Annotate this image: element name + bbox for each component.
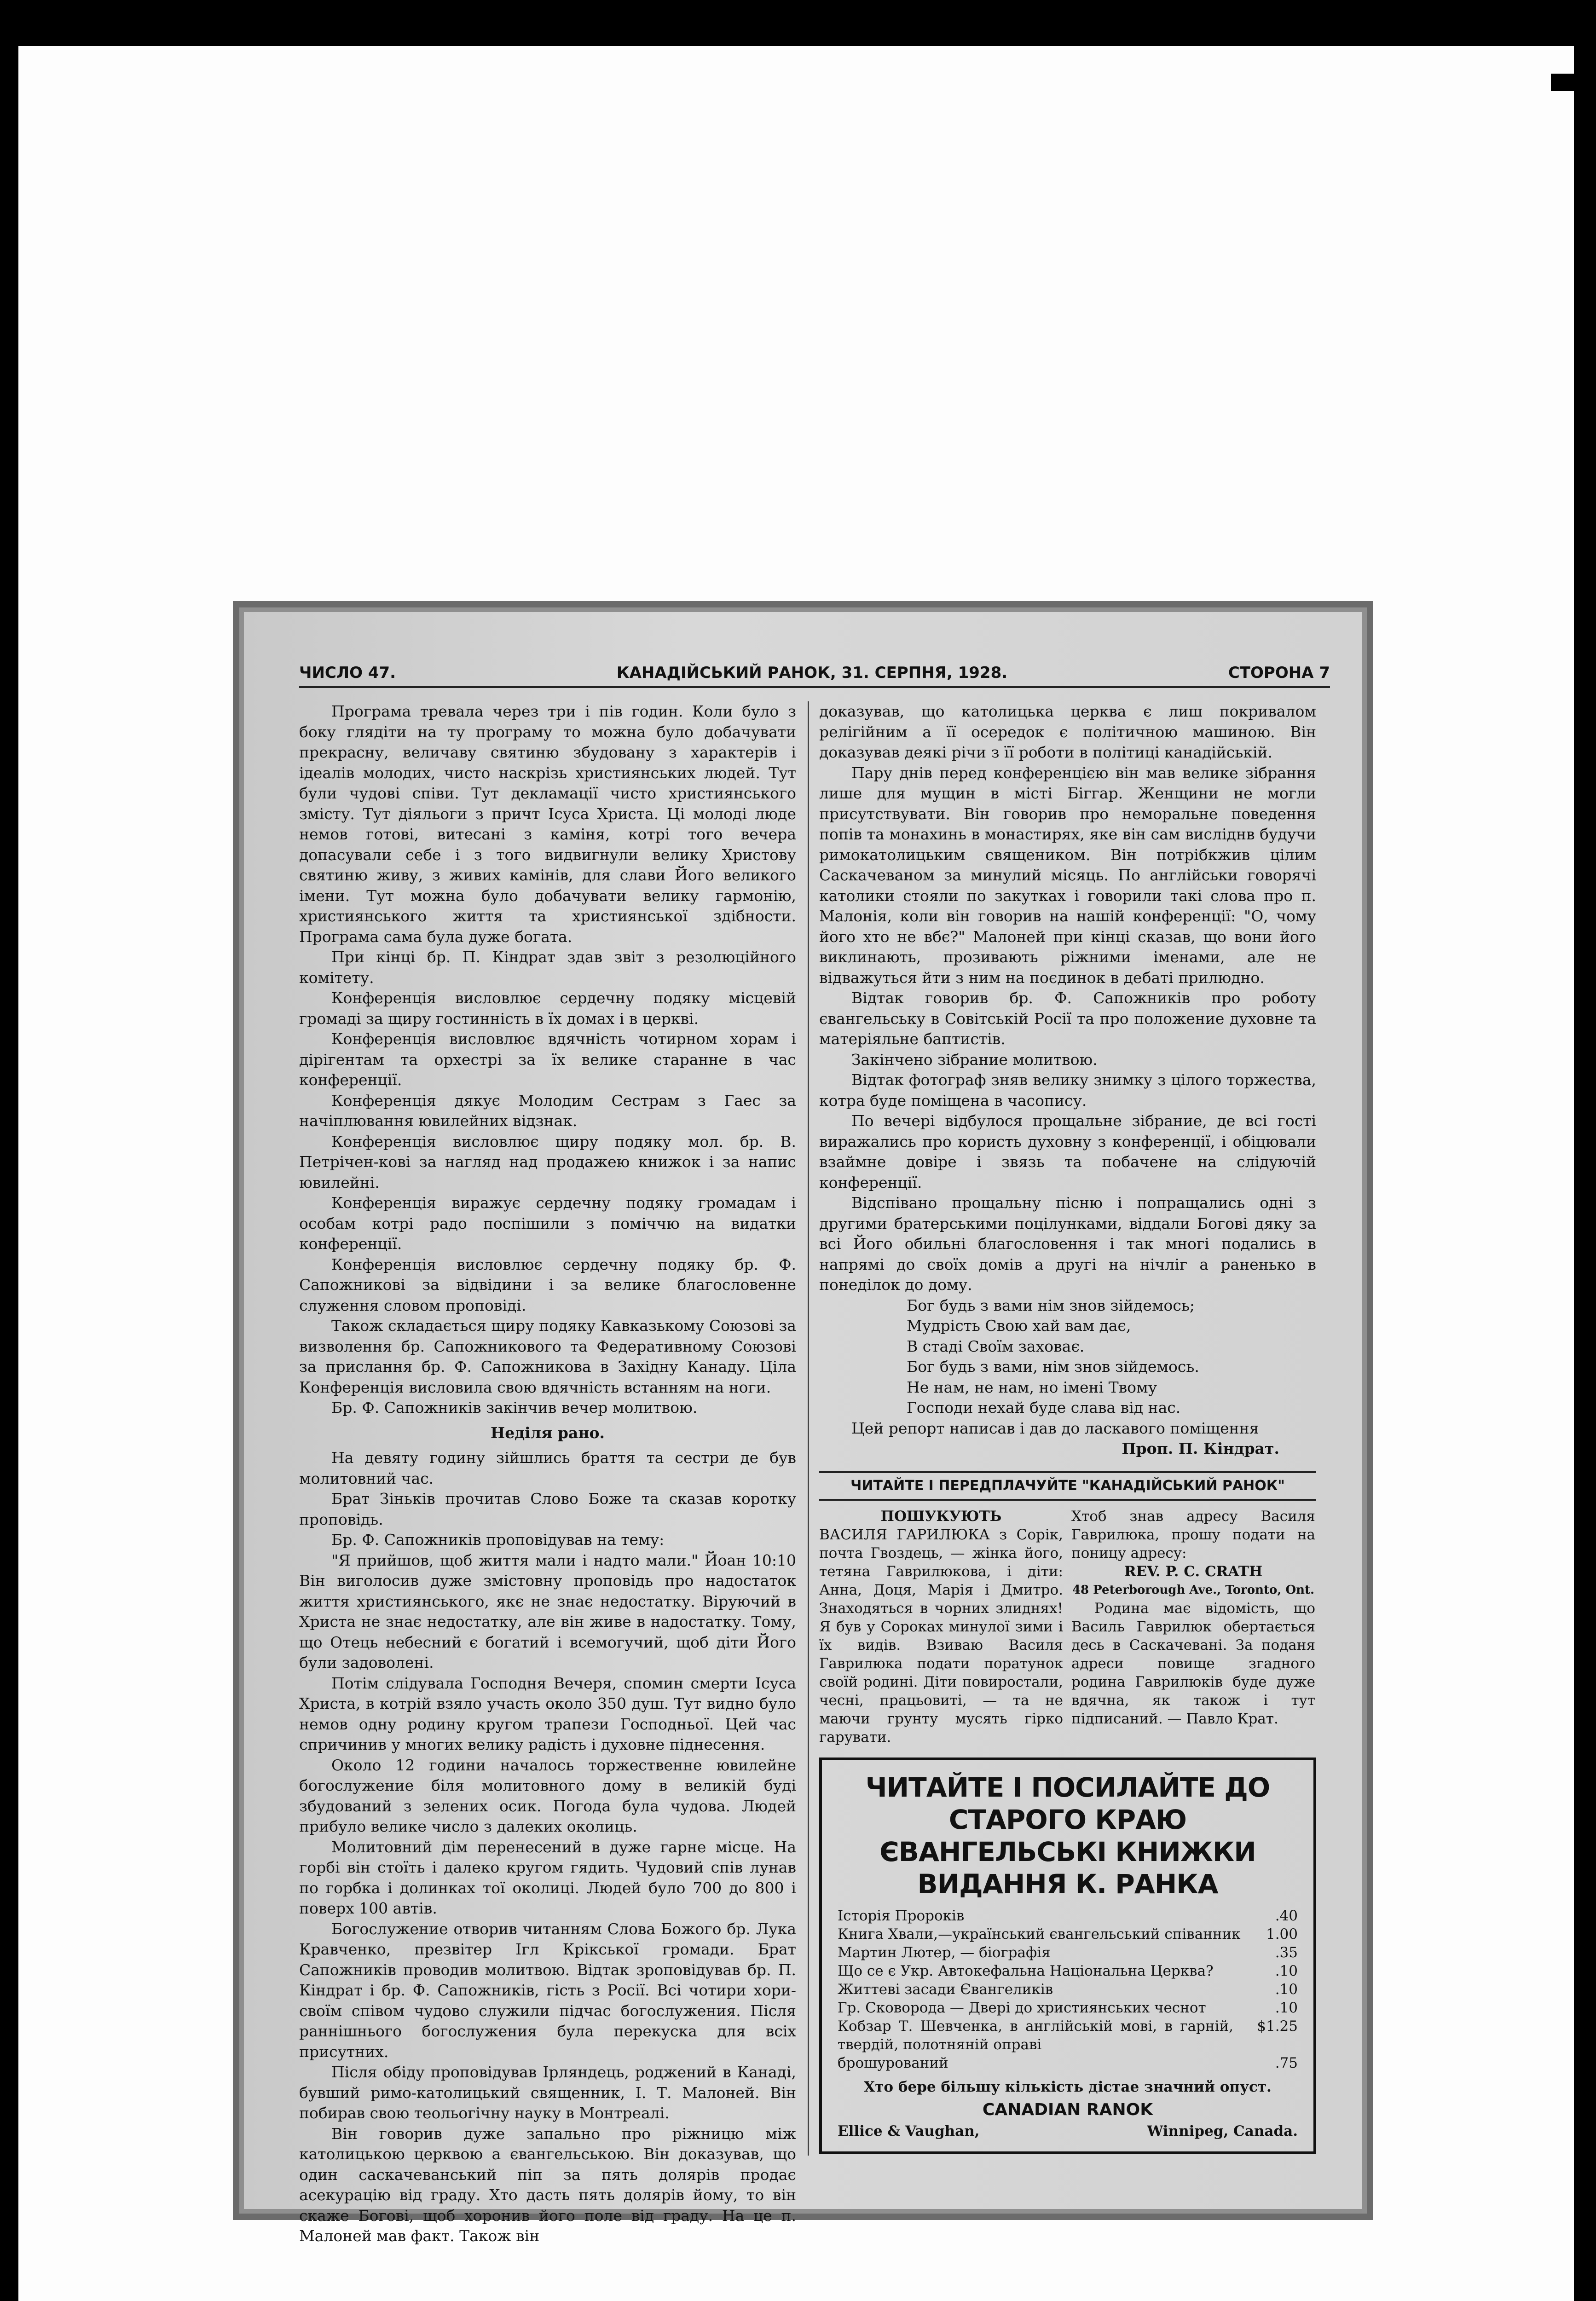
book-price: 1.00: [1266, 1926, 1298, 1943]
book-price: .40: [1275, 1908, 1298, 1924]
right-column: [819, 701, 1316, 2154]
paragraph: Відтак говорив бр. Ф. Сапожників про роботу євангельську в Совітській Росії та про положение духовне та матеріяльне баптистів.: [819, 989, 1316, 1048]
ad-title: ПОШУКУЮТЬ: [880, 1508, 1002, 1525]
classified-ads: [819, 1507, 1316, 1746]
paragraph: Також складається щиру подяку Кавказькому Союзові за визволення бр. Сапожникового та Федеративному Союзові за прислання бр. Ф. Сапожникова в Західну Канаду. Ціла Конференція висловила свою вдячність встанням на ноги.: [299, 1317, 796, 1396]
paragraph: Конференція висловлює сердечну подяку місцевій громаді за щиру гостинність в їх домах і в церкві.: [299, 989, 796, 1028]
price-row: [838, 1943, 1298, 1962]
ad-text: Хтоб знав адресу Василя Гаврилюка, прошу подати на поницу адресу:: [1071, 1508, 1315, 1561]
price-row: [838, 2054, 1298, 2072]
newspaper-page: [244, 612, 1362, 2245]
book-price: .35: [1275, 1944, 1298, 1961]
paragraph: Він говорив дуже запально про ріжницю між католицькою церквою а євангельською. Він доказував, що один саскачеванський піп за пять долярів продає асекурацію від граду. Хто дасть пять долярів йому, то він скаже Богові, щоб хоронив його поле від граду. На це п. Малоней мав факт. Також він: [299, 2124, 796, 2245]
verse-line: В стаді Своїм заховає.: [907, 1337, 1085, 1355]
discount-note: Хто бере більшу кількість дістае значний опуст.: [864, 2079, 1272, 2095]
book-title: Кобзар Т. Шевченка, в англійській мові, в гарній, твердій, полотняній оправі: [838, 2018, 1233, 2053]
verse-line: Бог будь з вами нім знов зійдемось;: [907, 1296, 1195, 1314]
issue-number: ЧИСЛО 47.: [299, 664, 396, 682]
price-row: [838, 1999, 1298, 2017]
city-address: Winnipeg, Canada.: [1147, 2123, 1298, 2139]
paragraph: Конференція висловлює щиру подяку мол. бр. В. Петрічен-кові за нагляд над продажею книжок і за напис ювилейні.: [299, 1132, 796, 1191]
book-title: Мартин Лютер, — біографія: [838, 1944, 1051, 1961]
paragraph: Молитовний дім перенесений в дуже гарне місце. На горбі він стоїть і далеко кругом гядить. Чудовий спів лунав по горбка і долинках тої околиці. Людей було 700 до 800 і поверх 100 автів.: [299, 1838, 796, 1917]
paragraph: Конференція дякує Молодим Сестрам з Гаес за начіплювання ювилейних відзнак.: [299, 1091, 796, 1130]
section-heading: Неділя рано.: [491, 1423, 605, 1442]
book-price: .10: [1275, 1963, 1298, 1979]
subscribe-banner: ЧИТАЙТЕ І ПЕРЕДПЛАЧУЙТЕ "КАНАДІЙСЬКИЙ РАНОК": [819, 1471, 1316, 1501]
paragraph: Відспівано прощальну пісню і попращались одні з другими братерськими поцілунками, віддали Богові дяку за всі Його обильні благословення і так многі подались в напрямі до своїх домів а другі на нічліг а раненько в понеділок до дому.: [819, 1194, 1316, 1294]
price-row: [838, 1980, 1298, 1999]
masthead: КАНАДІЙСЬКИЙ РАНОК, 31. СЕРПНЯ, 1928.: [616, 664, 1008, 682]
book-title: Життеві засади Євангеликів: [838, 1981, 1053, 1998]
contact-ad: [1071, 1507, 1315, 1746]
ad-text: ВАСИЛЯ ГАРИЛЮКА з Сорік, почта Гвоздець, — жінка його, тетяна Гаврилюкова, і діти: Анна, Доця, Марія і Дмитро. Знаходяться в чорних злиднях! Я був у Сороках минулої зими і їх видів. Взиваю Василя Гаврилюка подати поратунок своїй родині. Діти повиростали, чесні, працьовиті, — та не маючи грунту мусять гірко гарувати.: [819, 1526, 1063, 1746]
hymn-verse: [819, 1295, 1316, 1418]
paragraph: Брат Зіньків прочитав Слово Боже та сказав коротку проповідь.: [299, 1490, 796, 1528]
verse-line: Мудрість Свою хай вам дає,: [907, 1317, 1131, 1335]
paragraph: При кінці бр. П. Кіндрат здав звіт з резолюційного комітету.: [299, 948, 796, 987]
publisher-name: CANADIAN RANOK: [982, 2100, 1153, 2119]
paragraph: "Я прийшов, щоб життя мали і надто мали." Йоан 10:10 Він виголосив дуже змістовну проповідь про надостаток життя християнського, якє не знає недостатку. Віруючий в Христа не знає недостатку, але він живе в надостатку. Тому, що Отець небесний є богатий і всемогучий, щоб діти Його були задоволені.: [299, 1551, 796, 1671]
paragraph: Около 12 години началось торжественне ювилейне богослужение біля молитовного дому в великій буді збудований з зелених осик. Погода була чудова. Людей прибуло велике число з далеких околиць.: [299, 1756, 796, 1835]
column-divider: [808, 701, 809, 2156]
price-row: [838, 1962, 1298, 1980]
left-column: [299, 701, 796, 2247]
paragraph: Відтак фотограф зняв велику знимку з цілого торжества, котра буде поміщена в часопису.: [819, 1071, 1316, 1110]
price-list: [838, 1907, 1298, 2072]
book-price: .75: [1275, 2055, 1298, 2071]
book-title: Історія Пророків: [838, 1908, 965, 1924]
price-row: [838, 1907, 1298, 1925]
paragraph: Програма тревала через три і пів годин. Коли було з боку глядіти на ту програму то можна було добачувати прекрасну, величаву святиню збудовану з характерів і ідеалів молодих, чисто наскрізь християнських людей. Тут були чудові співи. Тут декламації чисто християнського змісту. Тут діяльоги з причт Ісуса Христа. Ці молоді люде немов готові, витесані з каміня, котрі того вечера допасували себе і з того видвигнули велику Христову святиню живу, з живих камінів, для слави Його великого імени. Тут можна було добачувати велику гармонію, християнського життя та християнської здібности. Програма сама була дуже богата.: [299, 702, 796, 946]
book-title: Книга Хвали,—український євангельський співанник: [838, 1926, 1241, 1943]
page-header: [299, 663, 1330, 688]
book-price: $1.25: [1257, 2018, 1298, 2035]
book-title: Що се є Укр. Автокефальна Національна Церква?: [838, 1963, 1214, 1979]
publisher-address: [838, 2122, 1298, 2140]
ad-headline: ЧИТАЙТЕ І ПОСИЛАЙТЕ ДО СТАРОГО КРАЮ: [865, 1772, 1270, 1835]
wanted-ad: [819, 1507, 1063, 1746]
paragraph: Пару днів перед конференцією він мав велике зібрання лише для мущин в місті Біггар. Женщини не могли присутствувати. Він говорив про неморальне поведення попів та монахинь в монастирях, яке він сам висліднв будучи римокатолицьким священиком. Він потрібкжив цілим Саскачеваном за минулий місяць. По англійськи говорячі католики стояли по закутках і говорили такі слова про п. Малонія, коли він говорив на нашій конференції: "О, чому його хто не вбє?" Малоней при кінці сказав, що вони його виклинають, прозивають ріжними іменами, але не відважуться йти з ним на поєдинок в дебаті прилюдно.: [819, 763, 1316, 987]
paragraph: Конференція висловлює вдячність чотирном хорам і дірігентам та орхестрі за їх велике старанне в час конференції.: [299, 1030, 796, 1089]
book-advertisement: [819, 1758, 1316, 2154]
report-credit: Цей репорт написав і дав до ласкавого поміщення: [851, 1419, 1259, 1437]
street-address: Ellice & Vaughan,: [838, 2123, 980, 2139]
price-row: [838, 1925, 1298, 1943]
price-row: [838, 2017, 1298, 2054]
page-number: СТОРОНА 7: [1228, 664, 1330, 682]
paragraph: Конференція виражує сердечну подяку громадам і особам котрі радо поспішили з поміччю на видатки конференції.: [299, 1194, 796, 1253]
book-title: Гр. Сковорода — Двері до християнських чеснот: [838, 2000, 1206, 2016]
paragraph: Закінчено зібрание молитвою.: [851, 1050, 1098, 1069]
contact-name: REV. P. C. CRATH: [1124, 1563, 1263, 1580]
verse-line: Не нам, не нам, но імені Твому: [907, 1378, 1157, 1396]
sprocket-hole: [1551, 74, 1579, 91]
paragraph: Бр. Ф. Сапожників проповідував на тему:: [331, 1531, 665, 1549]
ad-text: Родина має відомість, що Василь Гаврилюк обертається десь в Саскачевані. За поданя адреси повище згадного родина Гаврилюків буде дуже вдячна, як також і тут підписаний. — Павло Крат.: [1071, 1600, 1315, 1727]
paragraph: Потім слідувала Господня Вечеря, спомин смерти Ісуса Христа, в котрій взяло участь около 350 душ. Тут видно було немов одну родину кругом трапези Господньої. Цей час спричинив у многих велику радість і духовне піднесення.: [299, 1674, 796, 1753]
paragraph: доказував, що католицька церква є лиш покривалом релігійним а її осередок є політичною машиною. Він доказував деякі річи з її роботи в політиці канадійській.: [819, 702, 1316, 761]
paragraph: Конференція висловлює сердечну подяку бр. Ф. Сапожникові за відвідини і за велике благословенне служення словом проповіді.: [299, 1255, 796, 1314]
book-title: брошурований: [838, 2055, 948, 2071]
verse-line: Бог будь з вами, нім знов зійдемось.: [907, 1358, 1199, 1376]
ad-headline: ЄВАНГЕЛЬСЬКІ КНИЖКИ ВИДАННЯ К. РАНКА: [879, 1836, 1256, 1900]
book-price: .10: [1275, 1981, 1298, 1998]
paragraph: Богослужение отворив читанням Слова Божого бр. Лука Кравченко, презвітер Ігл Крікської громади. Брат Сапожників проводив молитвою. Відтак зроповідував бр. П. Кіндрат і бр. Ф. Сапожників, гість з Росії. Всі чотири хори-своїм співом чудово служили підчас богослужения. Після раннішнього богослужения була перекуска для всіх присутних.: [299, 1919, 796, 2061]
verse-line: Господи нехай буде слава від нас.: [907, 1399, 1181, 1416]
paragraph: По вечері відбулося прощальне зібрание, де всі гості виражались про користь духовну з конференції, і обіцювали взаймне довіре і звязь та побачене на слідуючій конференції.: [819, 1112, 1316, 1191]
book-price: .10: [1275, 2000, 1298, 2016]
paragraph: Після обіду проповідував Ірляндець, роджений в Канаді, бувший римо-католицький священник, І. Т. Малоней. Він побирав свою теольогічну науку в Монтреалі.: [299, 2063, 796, 2122]
signature: Проп. П. Кіндрат.: [1122, 1440, 1279, 1457]
paragraph: На девяту годину зійшлись браття та сестри де був молитовний час.: [299, 1449, 796, 1487]
paragraph: Бр. Ф. Сапожників закінчив вечер молитвою.: [331, 1399, 698, 1416]
contact-address: 48 Peterborough Ave., Toronto, Ont.: [1072, 1583, 1315, 1597]
